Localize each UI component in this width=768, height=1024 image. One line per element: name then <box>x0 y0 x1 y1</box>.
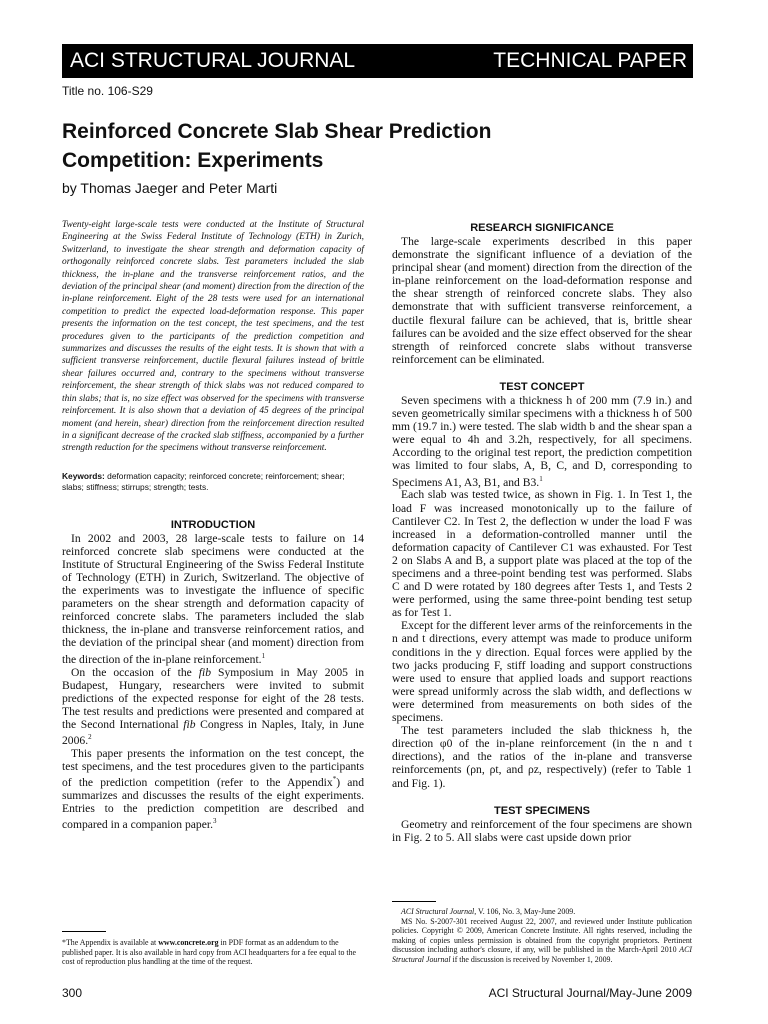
page-number: 300 <box>62 986 83 1000</box>
footnote-appendix <box>62 938 364 967</box>
reference-1b: 1 <box>539 474 543 483</box>
footnote-rule-right <box>392 901 436 902</box>
concept-paragraph-1 <box>392 394 692 489</box>
concept-paragraph-4: The test parameters included the slab thickness h, the direction φ0 of the in-plane reinforcement (in the n and t directions), and the ratios of the in-plane and transverse reinforcements (ρn, ρt, and ρz, respectively) (refer to Table 1 and Fig. 1). <box>392 724 692 790</box>
specimens-heading: TEST SPECIMENS <box>494 804 590 817</box>
concept-heading: TEST CONCEPT <box>499 380 585 393</box>
paper-type: TECHNICAL PAPER <box>493 49 687 72</box>
intro-p2-a: On the occasion of the <box>71 665 199 679</box>
footnote-journal: ACI Structural Journal <box>401 907 475 916</box>
concept-paragraph-3: Except for the different lever arms of the reinforcements in the n and t directions, every attempt was made to produce uniform conditions in the y direction. Equal forces were applied by the two jacks producing F, stiff loading and support constructions were used to ensure that applied loads and support reactions were spread uniformly across the slab width, and deflections w were determined from measurements on both sides of the specimens. <box>392 619 692 725</box>
concept-paragraph-2: Each slab was tested twice, as shown in Fig. 1. In Test 1, the load F was increased monotonically up to the failure of Cantilever C2. In Test 2, the deflection w under the load F was increased in a deformation-controlled manner until the deformation capacity of Cantilever C1 was exhausted. For Test 2 on Slabs A and B, a support plate was placed at the top of the specimens and a three-point bending test was performed. Slabs C and D were rotated by 180 degrees after Tests 1, and Tests 2 were performed, using the same three-point bending test setup as for Test 1. <box>392 488 692 620</box>
intro-paragraph-1 <box>62 532 364 666</box>
publication-info <box>392 907 692 965</box>
keywords <box>62 471 364 494</box>
right-column <box>392 219 692 844</box>
intro-paragraph-2 <box>62 666 364 747</box>
concept-p1-text: Seven specimens with a thickness h of 200 mm (7.9 in.) and seven geometrically similar specimens with a thickness h of 500 mm (19.7 in.) were tested. The slab width b and the shear span a were equal to 4h and 3.2h, respectively, for all specimens. According to the original test report, the prediction competition was limited to four slabs, A, B, C, and D, corresponding to Specimens A1, A3, B1, and B3. <box>392 393 692 489</box>
fib-italic-2: fib <box>183 717 196 731</box>
paper-title: Reinforced Concrete Slab Shear Prediction Competition: Experiments <box>62 120 492 172</box>
journal-issue: ACI Structural Journal/May-June 2009 <box>488 986 692 1000</box>
intro-heading: INTRODUCTION <box>170 518 256 531</box>
footnote-url: www.concrete.org <box>158 938 219 947</box>
reference-1: 1 <box>261 651 266 660</box>
reference-2: 2 <box>88 732 92 741</box>
reference-3: 3 <box>213 817 217 826</box>
abstract: Twenty-eight large-scale tests were conducted at the Institute of Structural Engineering at the Swiss Federal Institute of Technology (ETH) in Zurich, Switzerland, to investigate the shear strength and deformation capacity of orthogonally reinforced concrete slabs. Test parameters included the slab thickness, the in-plane and the transverse reinforcement ratios, and the deviation of the principal shear (and moment) direction from the direction of the in-plane reinforcement. Eight of the 28 tests were used for an international competition to predict the expected load-deformation response. This paper presents the information on the test concept, the test specimens, and the test procedures given to the participants of the prediction competition and summarizes and discusses the results of the eight tests. It is shown that with a sufficient transverse reinforcement, ductile flexural failures instead of brittle shear failures occurred and, contrary to the specimens without transverse reinforcement, the shear strength of thick slabs was not reduced compared to thin slabs; that is, no size effect was observed for the specimens with transverse reinforcement. It is also shown that a deviation of 45 degrees of the principal moment (and herein, shear) direction from the reinforcement direction resulted in a significant decrease of the cracked slab stiffness, accompanied by a further strength reduction for the specimens without transverse reinforcement. <box>62 220 364 454</box>
research-heading: RESEARCH SIGNIFICANCE <box>470 222 614 234</box>
footnote-journal-2: ACI Structural Journal <box>392 945 692 964</box>
journal-name: ACI STRUCTURAL JOURNAL <box>70 49 356 72</box>
footnote-volume: , V. 106, No. 3, May-June 2009. <box>474 907 576 916</box>
left-column <box>62 219 364 831</box>
title-number: Title no. 106-S29 <box>62 84 153 98</box>
keywords-text: deformation capacity; reinforced concrete; reinforcement; shear; slabs; stiffness; stirrups; strength; tests. <box>62 470 345 493</box>
intro-p1-text: In 2002 and 2003, 28 large-scale tests to failure on 14 reinforced concrete slab specimens were conducted at the Institute of Structural Engineering of the Swiss Federal Institute of Technology (ETH) in Zurich, Switzerland. The objective of the experiments was to investigate the influence of specific parameters on the shear strength and deformation capacity of reinforced concrete slabs. The parameters included the slab thickness, the in-plane and transverse reinforcement ratios, and the deviation of the principal shear (and moment) direction from the direction of the in-plane reinforcement. <box>62 531 364 666</box>
intro-p3-a: This paper presents the information on the test concept, the test specimens, and the test procedures given to the participants of the prediction competition (refer to the Appendix <box>62 746 364 789</box>
footnote-left-a: *The Appendix is available at <box>62 938 159 947</box>
journal-banner <box>62 44 693 78</box>
appendix-asterisk: * <box>332 775 337 784</box>
intro-p2-c: Congress in Naples, Italy, in June 2006. <box>62 717 364 747</box>
intro-paragraph-3 <box>62 747 364 831</box>
footnote-ms: MS No. S-2007-301 received August 22, 2007, and reviewed under Institute publication policies. Copyright © 2009, American Concrete Institute. All rights reserved, including the making of copies unless permission is obtained from the copyright proprietors. Pertinent discussion including author's closure, if any, will be published in the March-April 2010 <box>392 916 692 955</box>
intro-p3-b: ) and summarizes and discusses the results of the eight experiments. Entries to the prediction competition are described and compared in a companion paper. <box>62 775 364 832</box>
research-paragraph: The large-scale experiments described in this paper demonstrate the significant influence of a deviation of the principal shear (and moment) direction from the direction of the in-plane reinforcement on the load-deformation response and the shear strength of reinforced concrete slabs. They also demonstrate that with sufficient transverse reinforcement, a ductile flexural failure can be achieved, that is, brittle shear failures can be avoided and the size effect observed for the shear strength of reinforced concrete slabs without transverse reinforcement can be eliminated. <box>392 235 692 366</box>
author-line: by Thomas Jaeger and Peter Marti <box>62 180 278 196</box>
intro-p2-b: Symposium in May 2005 in Budapest, Hungary, researchers were invited to submit predictions of the expected response for eight of the 28 tests. The test results and predictions were presented and compared at the Second International <box>62 665 364 731</box>
keywords-label: Keywords: <box>62 470 105 481</box>
fib-italic: fib <box>198 665 212 679</box>
footnote-rule-left <box>62 931 106 932</box>
footnote-left-b: in PDF format as an addendum to the published paper. It is also available in hard copy from ACI headquarters for a fee equal to the cost of reproduction plus handling at the time of the request. <box>62 938 357 967</box>
footnote-discussion: if the discussion is received by November 1, 2009. <box>450 954 613 964</box>
specimens-paragraph: Geometry and reinforcement of the four specimens are shown in Fig. 2 to 5. All slabs were cast upside down prior <box>392 817 692 844</box>
